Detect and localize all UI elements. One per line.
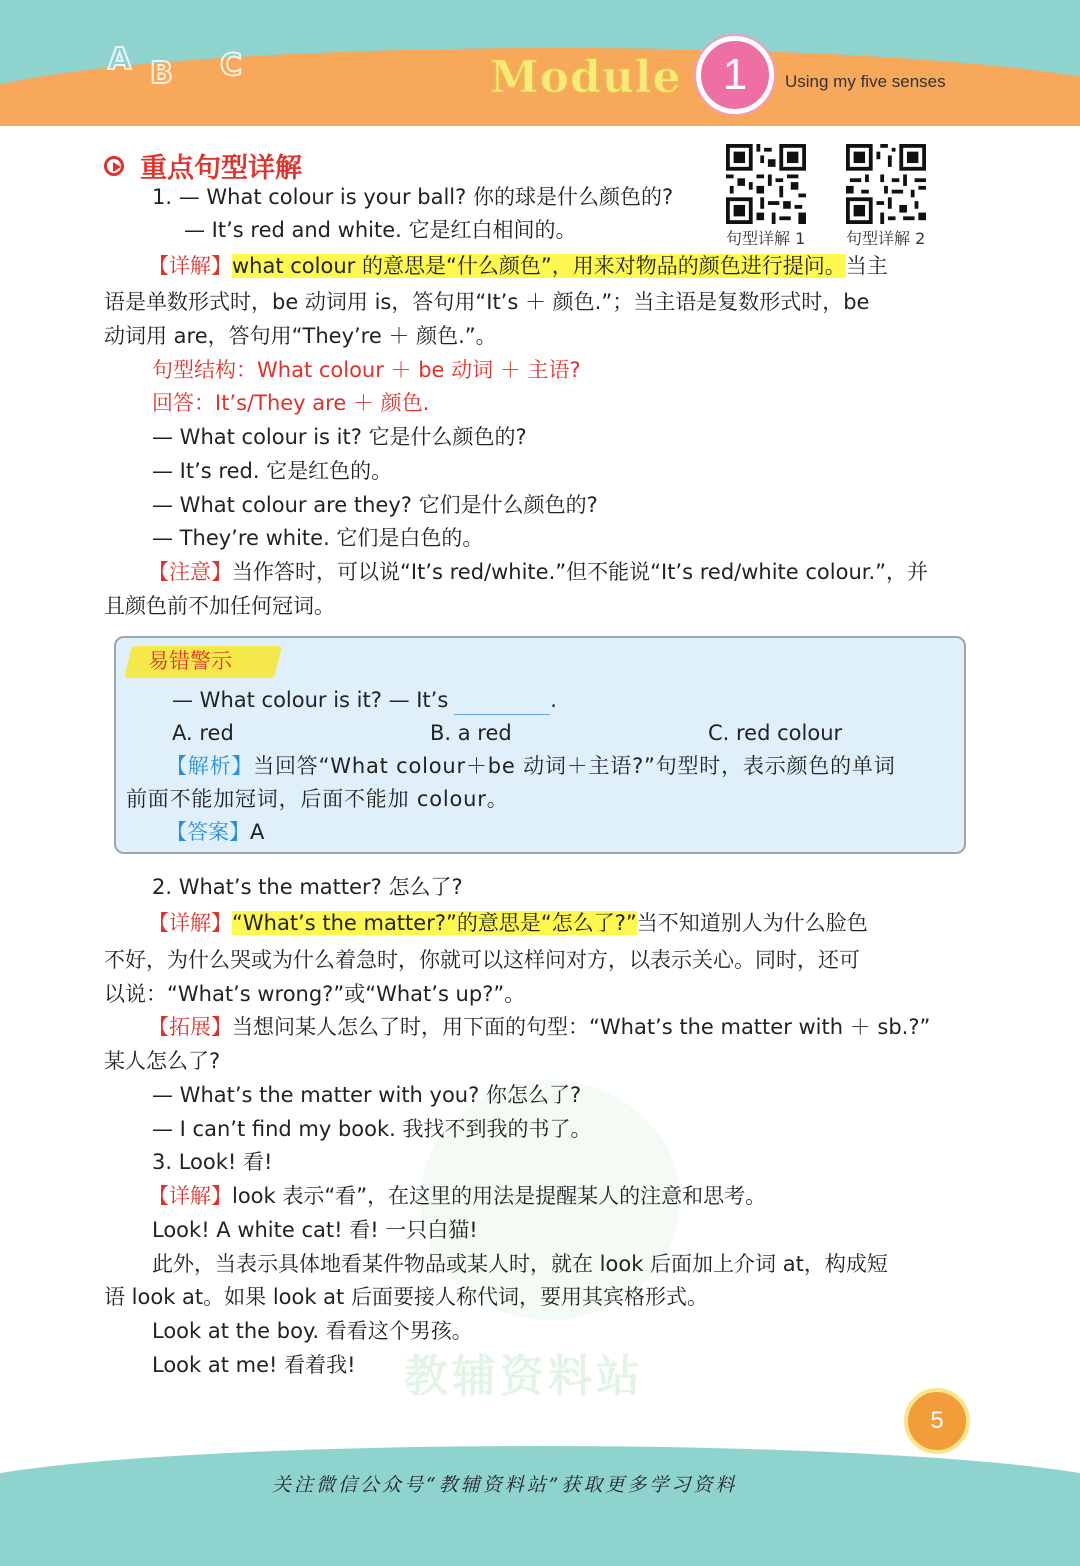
answer-value: A [250,820,265,844]
header-letter-b: B [150,56,173,91]
example-line-5: — What’s the matter with you? 你怎么了? [152,1083,582,1107]
analysis-tag: 【解析】 [166,754,254,778]
example-line-1: — What colour is it? 它是什么颜色的? [152,425,527,449]
note-text: 当作答时，可以说“It’s red/white.”但不能说“It’s red/white colour.”，并 [232,560,929,584]
option-b: B. a red [430,721,512,745]
module-subtitle: Using my five senses [785,72,946,91]
extend-line2: 某人怎么了? [104,1049,221,1073]
s1-explain-highlight: what colour 的意思是“什么颜色”，用来对物品的颜色进行提问。 [232,254,846,278]
s2-explain-line1 [148,908,868,938]
s2-explain-rest: 当不知道别人为什么脸色 [636,911,868,935]
option-a: A. red [172,721,234,745]
example-line-3: — What colour are they? 它们是什么颜色的? [152,493,598,517]
section-title-text: 重点句型详解 [140,153,302,184]
qr-code-2[interactable] [846,144,926,224]
qr-code-2-icon [846,144,926,224]
section-title [104,146,302,185]
s1-explain-line2: 语是单数形式时，be 动词用 is，答句用“It’s ＋ 颜色.”；当主语是复数形式时，be [104,290,870,314]
note-tag: 【注意】 [148,560,232,584]
note-line2: 且颜色前不加任何冠词。 [104,594,335,618]
s1-answer: — It’s red and white. 它是红白相间的。 [184,218,577,242]
qr-caption-2: 句型详解 2 [846,229,926,248]
watermark-text: 教辅资料站 [404,1351,644,1402]
s1-structure: 句型结构：What colour ＋ be 动词 ＋ 主语? [152,358,581,382]
footer-wave [0,1446,1080,1566]
extend-text: 当想问某人怎么了时，用下面的句型：“What’s the matter with ＋ sb.?” [232,1015,931,1039]
s1-answer-pattern: 回答：It’s/They are ＋ 颜色. [152,391,430,415]
s2-explain-highlight: “What’s the matter?”的意思是“怎么了?” [232,911,637,935]
qr-caption-1: 句型详解 1 [726,229,806,248]
s2-explain-line3: 以说：“What’s wrong?”或“What’s up?”。 [104,982,526,1006]
footer-note: 关注微信公众号“教辅资料站”获取更多学习资料 [272,1474,738,1496]
s1-explain-line1 [148,251,888,281]
s1-explain-tag: 【详解】 [148,254,232,278]
header-letter-c: C [220,48,243,83]
s3-example-3: Look at me! 看着我! [152,1353,356,1377]
page-number: 5 [904,1388,970,1454]
note-line1 [148,557,928,587]
header-letter-a: A [108,42,132,77]
module-number-badge: 1 [696,36,774,114]
s3-example-1: Look! A white cat! 看! 一只白猫! [152,1218,478,1242]
s3-explain-line3: 语 look at。如果 look at 后面要接人称代词，要用其宾格形式。 [104,1285,708,1309]
play-circle-icon [104,156,124,176]
s3-question: 3. Look! 看! [152,1150,273,1174]
s3-explain-tag: 【详解】 [148,1184,232,1208]
extend-line1 [148,1012,930,1042]
s1-explain-line3: 动词用 are，答句用“They’re ＋ 颜色.”。 [104,324,497,348]
s1-question: 1. — What colour is your ball? 你的球是什么颜色的? [152,185,674,209]
analysis-line1 [166,751,896,781]
analysis-line2: 前面不能加冠词，后面不能加 colour。 [126,787,509,811]
warning-question-text: — What colour is it? — It’s [172,688,449,712]
s3-explain-line2: 此外，当表示具体地看某件物品或某人时，就在 look 后面加上介词 at，构成短 [152,1252,888,1276]
answer-blank[interactable] [454,692,550,715]
answer-line [166,817,264,847]
s3-explain-line1 [148,1181,766,1211]
example-line-2: — It’s red. 它是红色的。 [152,459,393,483]
example-line-6: — I can’t find my book. 我找不到我的书了。 [152,1117,592,1141]
s2-explain-line2: 不好，为什么哭或为什么着急时，你就可以这样问对方，以表示关心。同时，还可 [104,948,860,972]
warning-tag: 易错警示 [148,649,232,673]
module-word: Module [490,52,682,103]
warning-question-end: . [550,688,557,712]
answer-tag: 【答案】 [166,820,250,844]
s1-explain-rest: 当主 [845,254,888,278]
s2-question: 2. What’s the matter? 怎么了? [152,875,463,899]
s3-example-2: Look at the boy. 看看这个男孩。 [152,1319,473,1343]
qr-code-1-icon [726,144,806,224]
s3-explain-text: look 表示“看”，在这里的用法是提醒某人的注意和思考。 [232,1184,767,1208]
example-line-4: — They’re white. 它们是白色的。 [152,526,484,550]
warning-question [172,685,557,715]
extend-tag: 【拓展】 [148,1015,232,1039]
option-c: C. red colour [708,721,843,745]
analysis-text: 当回答“What colour＋be 动词＋主语?”句型时，表示颜色的单词 [253,754,896,778]
s2-explain-tag: 【详解】 [148,911,232,935]
qr-code-1[interactable] [726,144,806,224]
